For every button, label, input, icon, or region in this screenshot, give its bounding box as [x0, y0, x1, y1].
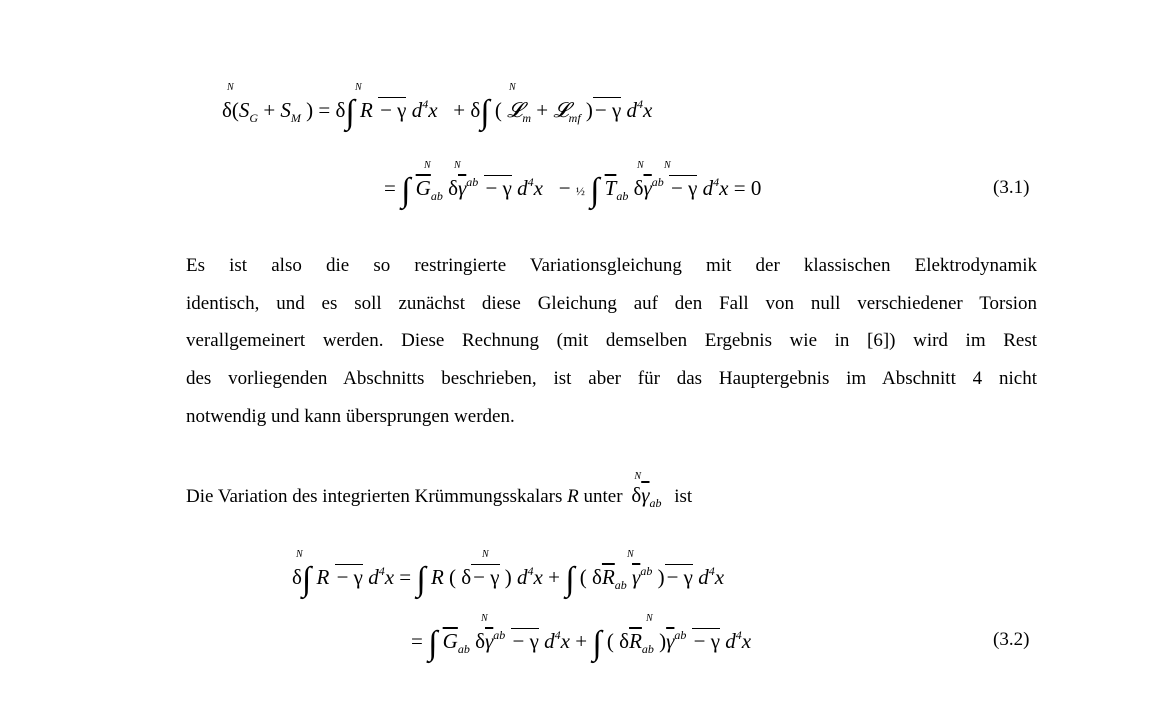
paragraph-1-line-5: notwendig und kann übersprungen werden.	[186, 406, 515, 427]
paragraph-2	[186, 471, 1037, 511]
paragraph-2-text-middle: unter	[578, 486, 628, 507]
equation-number-3-1: (3.1)	[993, 177, 1030, 198]
paragraph-2-text-before: Die Variation des integrierten Krümmungsskalars	[186, 486, 568, 507]
equation-number-3-2: (3.2)	[993, 629, 1030, 650]
equation-3-1-line-1: N $\delta(S_G + S_M$ ) = N δ∫ R − γ $d^4x$ + N δ∫ ( 𝓛$_m$ + 𝓛$_{mf}$ )− γ $d^4x$	[222, 82, 653, 131]
equation-3-2-line-1: N δ∫ R − γ $d^4x$ = ∫ R ( N δ− γ ) $d^4x$ + ∫ ( N $\delta\overline{R}_{ab}$ $\gamma^{ab}$ )− γ $d^4x$	[292, 549, 725, 598]
paragraph-2-text-after: ist	[674, 486, 693, 507]
paragraph-2-symbol: N $\delta\overline{\gamma}_{ab}$	[631, 471, 662, 510]
equation-3-2-line-2: = ∫ $\overline{G}_{ab}$ N $\delta\overline{\gamma}^{ab} - \gamma$ $d^4x$ + ∫ ( N $\delta\overline{R}_{ab}$ )$\overline{\gamma}^{ab} - \gamma$ $d^4x$	[411, 613, 752, 662]
paragraph-1-line-1: Es ist also die so restringierte Variationsgleichung mit der klassischen Elektrodynamik	[186, 255, 1037, 276]
equation-3-1-line-2: = ∫ N $\overline{G}_{ab}$ N $\delta\overline{\gamma}^{ab} - \gamma$ $d^4x$ − ½ ∫ N $\overline{T}_{ab}$ N $\delta\overline{\gamma}^{ab} - \gamma$ $d^4x = 0$	[384, 160, 762, 209]
paragraph-1-line-3: verallgemeinert werden. Diese Rechnung (mit demselben Ergebnis wie in [6]) wird im Rest	[186, 330, 1037, 351]
paragraph-1-line-4: des vorliegenden Abschnitts beschrieben, ist aber für das Hauptergebnis im Abschnitt 4 nicht	[186, 368, 1037, 389]
paragraph-2-variable: R	[567, 486, 579, 507]
paragraph-1-line-2: identisch, und es soll zunächst diese Gleichung auf den Fall von null verschiedener Torsion	[186, 293, 1037, 314]
